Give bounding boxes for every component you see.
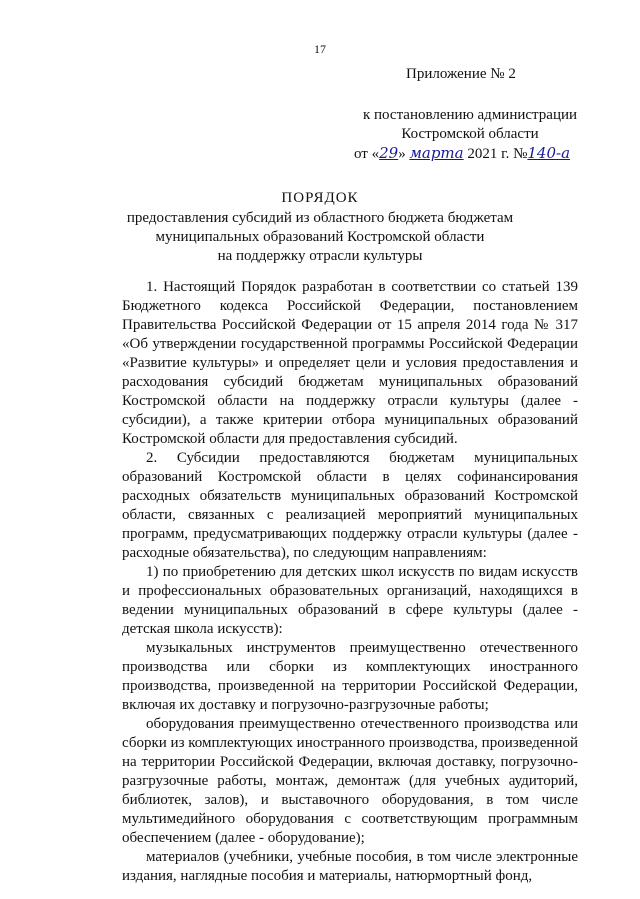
subtitle-line-1: предоставления субсидий из областного бюджета бюджетам — [126, 210, 514, 226]
decree-month: марта — [409, 144, 464, 162]
paragraph-3: 1) по приобретению для детских школ искусств по видам искусств и профессиональных образовательных организаций, находящихся в ведении муниципальных образований в сфере культуры (далее - детская школа искусств): — [122, 564, 578, 637]
document-body — [122, 278, 578, 886]
decree-prefix: от « — [354, 146, 380, 162]
paragraph-6: материалов (учебники, учебные пособия, в том числе электронные издания, наглядные пособия и материалы, натюрмортный фонд, — [122, 849, 578, 884]
decree-number: 140-а — [527, 144, 571, 162]
decree-reference — [340, 106, 600, 164]
decree-close-quote: » — [398, 146, 406, 162]
subtitle-line-2: муниципальных образований Костромской области — [155, 229, 485, 245]
decree-date-number — [340, 144, 600, 164]
decree-line-1: к постановлению администрации — [362, 107, 578, 123]
decree-line-2: Костромской области — [401, 126, 539, 142]
decree-year: 2021 г. № — [467, 146, 528, 162]
annex-label: Приложение № 2 — [406, 66, 516, 82]
document-title: ПОРЯДОК — [281, 190, 359, 206]
decree-day: 29 — [379, 144, 399, 162]
paragraph-1: 1. Настоящий Порядок разработан в соответствии со статьей 139 Бюджетного кодекса Российской Федерации, постановлением Правительства Российской Федерации от 15 апреля 2014 года № 317 «Об утверждении государственной программы Российской Федерации «Развитие культуры» и определяет цели и условия предоставления и расходования субсидий бюджетам муниципальных образований Костромской области на поддержку отрасли культуры (далее - субсидии), а также критерии отбора муниципальных образований Костромской области для предоставления субсидий. — [122, 279, 578, 447]
paragraph-4: музыкальных инструментов преимущественно отечественного производства или сборки из комплектующих иностранного производства, произведенной на территории Российской Федерации, включая их доставку и погрузочно-разгрузочные работы; — [122, 640, 578, 713]
subtitle-line-3: на поддержку отрасли культуры — [217, 248, 423, 264]
paragraph-5: оборудования преимущественно отечественного производства или сборки из комплектующих иностранного производства, произведенной на территории Российской Федерации, включая доставку, погрузочно-разгрузочные работы, монтаж, демонтаж (для учебных аудиторий, библиотек, залов), и выставочного оборудования, в том числе мультимедийного оборудования с соответствующим программным обеспечением (далее - оборудование); — [122, 716, 578, 846]
paragraph-2: 2. Субсидии предоставляются бюджетам муниципальных образований Костромской области в целях софинансирования расходных обязательств муниципальных образований Костромской области, связанных с реализацией мероприятий муниципальных программ, предусматривающих поддержку отрасли культуры (далее - расходные обязательства), по следующим направлениям: — [122, 450, 578, 561]
page-number: 17 — [314, 42, 326, 56]
document-subtitle — [0, 209, 640, 266]
